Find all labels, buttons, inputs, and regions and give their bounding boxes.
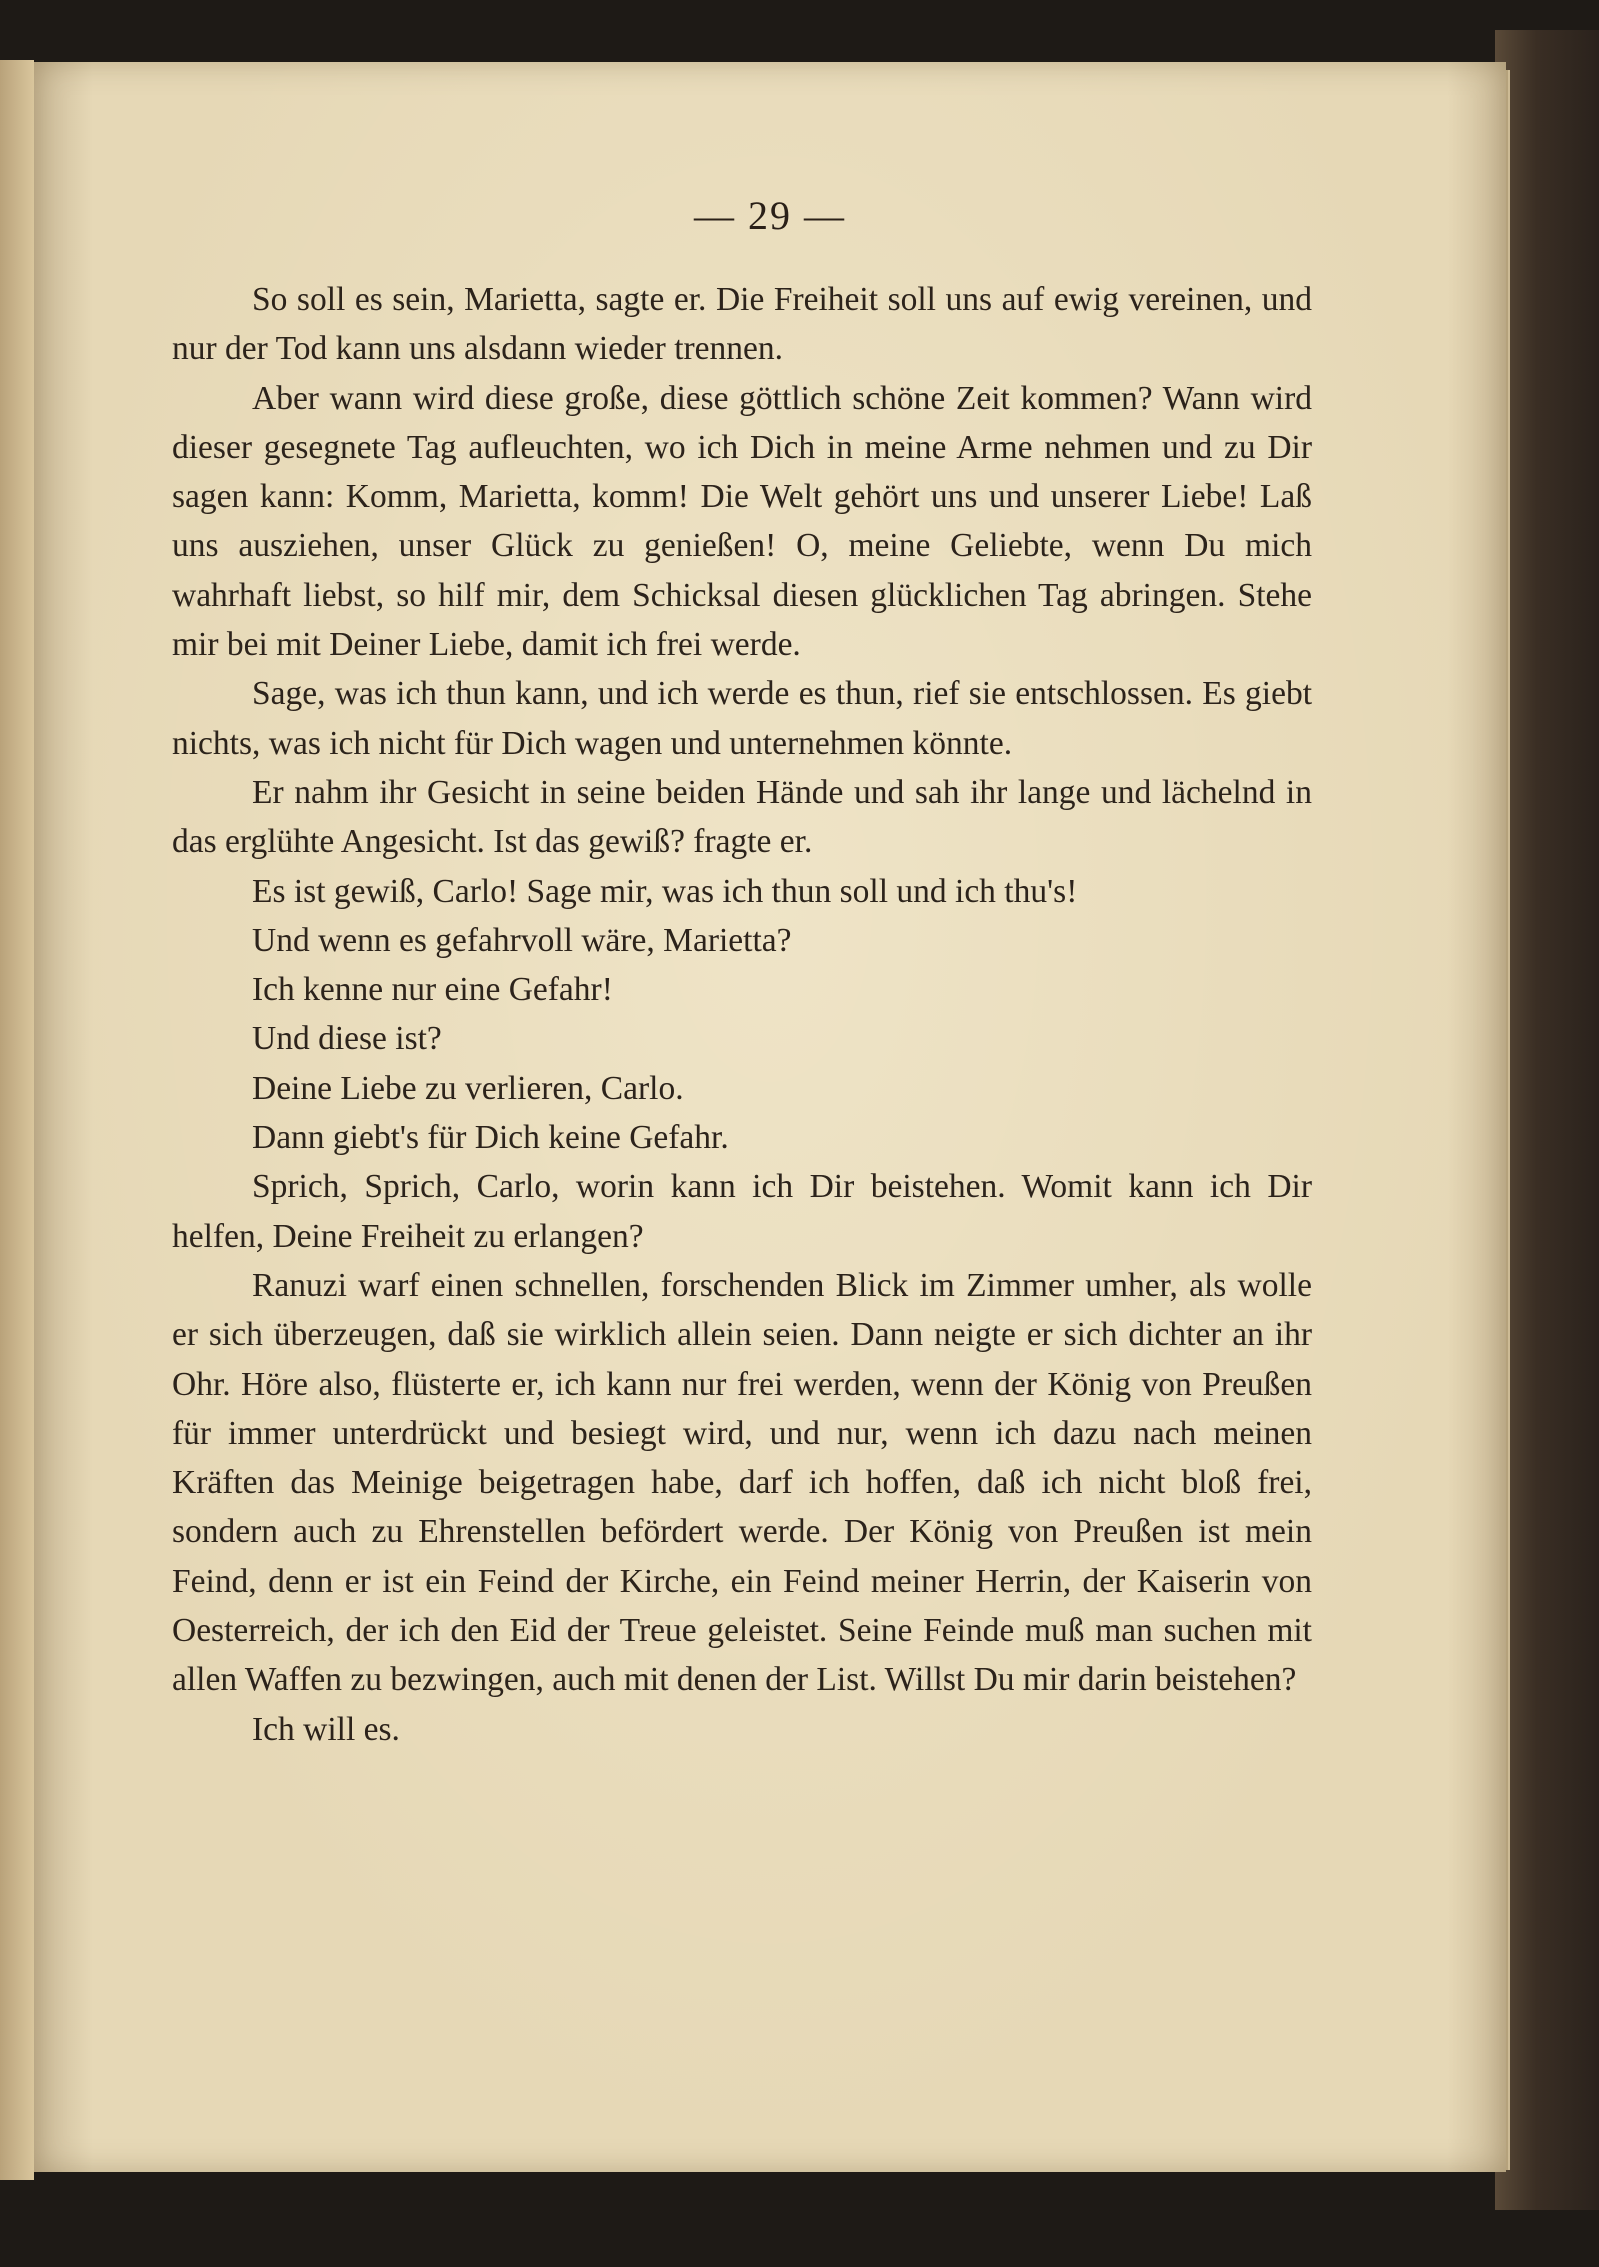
paragraph: Ich kenne nur eine Gefahr! — [252, 971, 613, 1009]
paragraph: Und wenn es gefahrvoll wäre, Marietta? — [252, 921, 792, 959]
paragraph: Aber wann wird diese große, diese göttlich schöne Zeit kommen? Wann wird dieser gesegnete Tag aufleuchten, wo ich Dich in meine Arme nehmen und zu Dir sagen kann: Komm, Marietta, komm! Die Welt gehört uns und unserer Liebe! Laß uns ausziehen, unser Glück zu genießen! O, meine Geliebte, wenn Du mich wahrhaft liebst, so hilf mir, dem Schicksal diesen glücklichen Tag abringen. Stehe mir bei mit Deiner Liebe, damit ich frei werde. — [172, 379, 1312, 664]
paragraph: Dann giebt's für Dich keine Gefahr. — [252, 1119, 729, 1157]
paragraph: Und diese ist? — [252, 1020, 442, 1058]
paragraph: Sprich, Sprich, Carlo, worin kann ich Dir beistehen. Womit kann ich Dir helfen, Deine Freiheit zu erlangen? — [172, 1168, 1312, 1255]
paragraph: Ich will es. — [252, 1710, 400, 1748]
book-cover — [1495, 30, 1599, 2210]
facing-page-edge — [0, 60, 34, 2180]
page-body — [172, 275, 1312, 1754]
paragraph: So soll es sein, Marietta, sagte er. Die Freiheit soll uns auf ewig vereinen, und nur der Tod kann uns alsdann wieder trennen. — [172, 281, 1312, 368]
page-number: — 29 — — [694, 193, 846, 238]
paragraph: Es ist gewiß, Carlo! Sage mir, was ich thun soll und ich thu's! — [252, 872, 1078, 910]
paragraph: Sage, was ich thun kann, und ich werde es thun, rief sie entschlossen. Es giebt nichts, was ich nicht für Dich wagen und unternehmen könnte. — [172, 675, 1312, 762]
paragraph: Er nahm ihr Gesicht in seine beiden Hände und sah ihr lange und lächelnd in das erglühte Angesicht. Ist das gewiß? fragte er. — [172, 773, 1312, 861]
paragraph: Ranuzi warf einen schnellen, forschenden Blick im Zimmer umher, als wolle er sich überzeugen, daß sie wirklich allein seien. Dann neigte er sich dichter an ihr Ohr. Höre also, flüsterte er, ich kann nur frei werden, wenn der König von Preußen für immer unterdrückt und besiegt wird, und nur, wenn ich dazu nach meinen Kräften das Meinige beigetragen habe, darf ich hoffen, daß ich nicht bloß frei, sondern auch zu Ehrenstellen befördert werde. Der König von Preußen ist mein Feind, denn er ist ein Feind der Kirche, ein Feind meiner Herrin, der Kaiserin von Oesterreich, der ich den Eid der Treue geleistet. Seine Feinde muß man suchen mit allen Waffen zu bezwingen, auch mit denen der List. Willst Du mir darin beistehen? — [172, 1266, 1312, 1699]
paragraph: Deine Liebe zu verlieren, Carlo. — [252, 1069, 684, 1107]
